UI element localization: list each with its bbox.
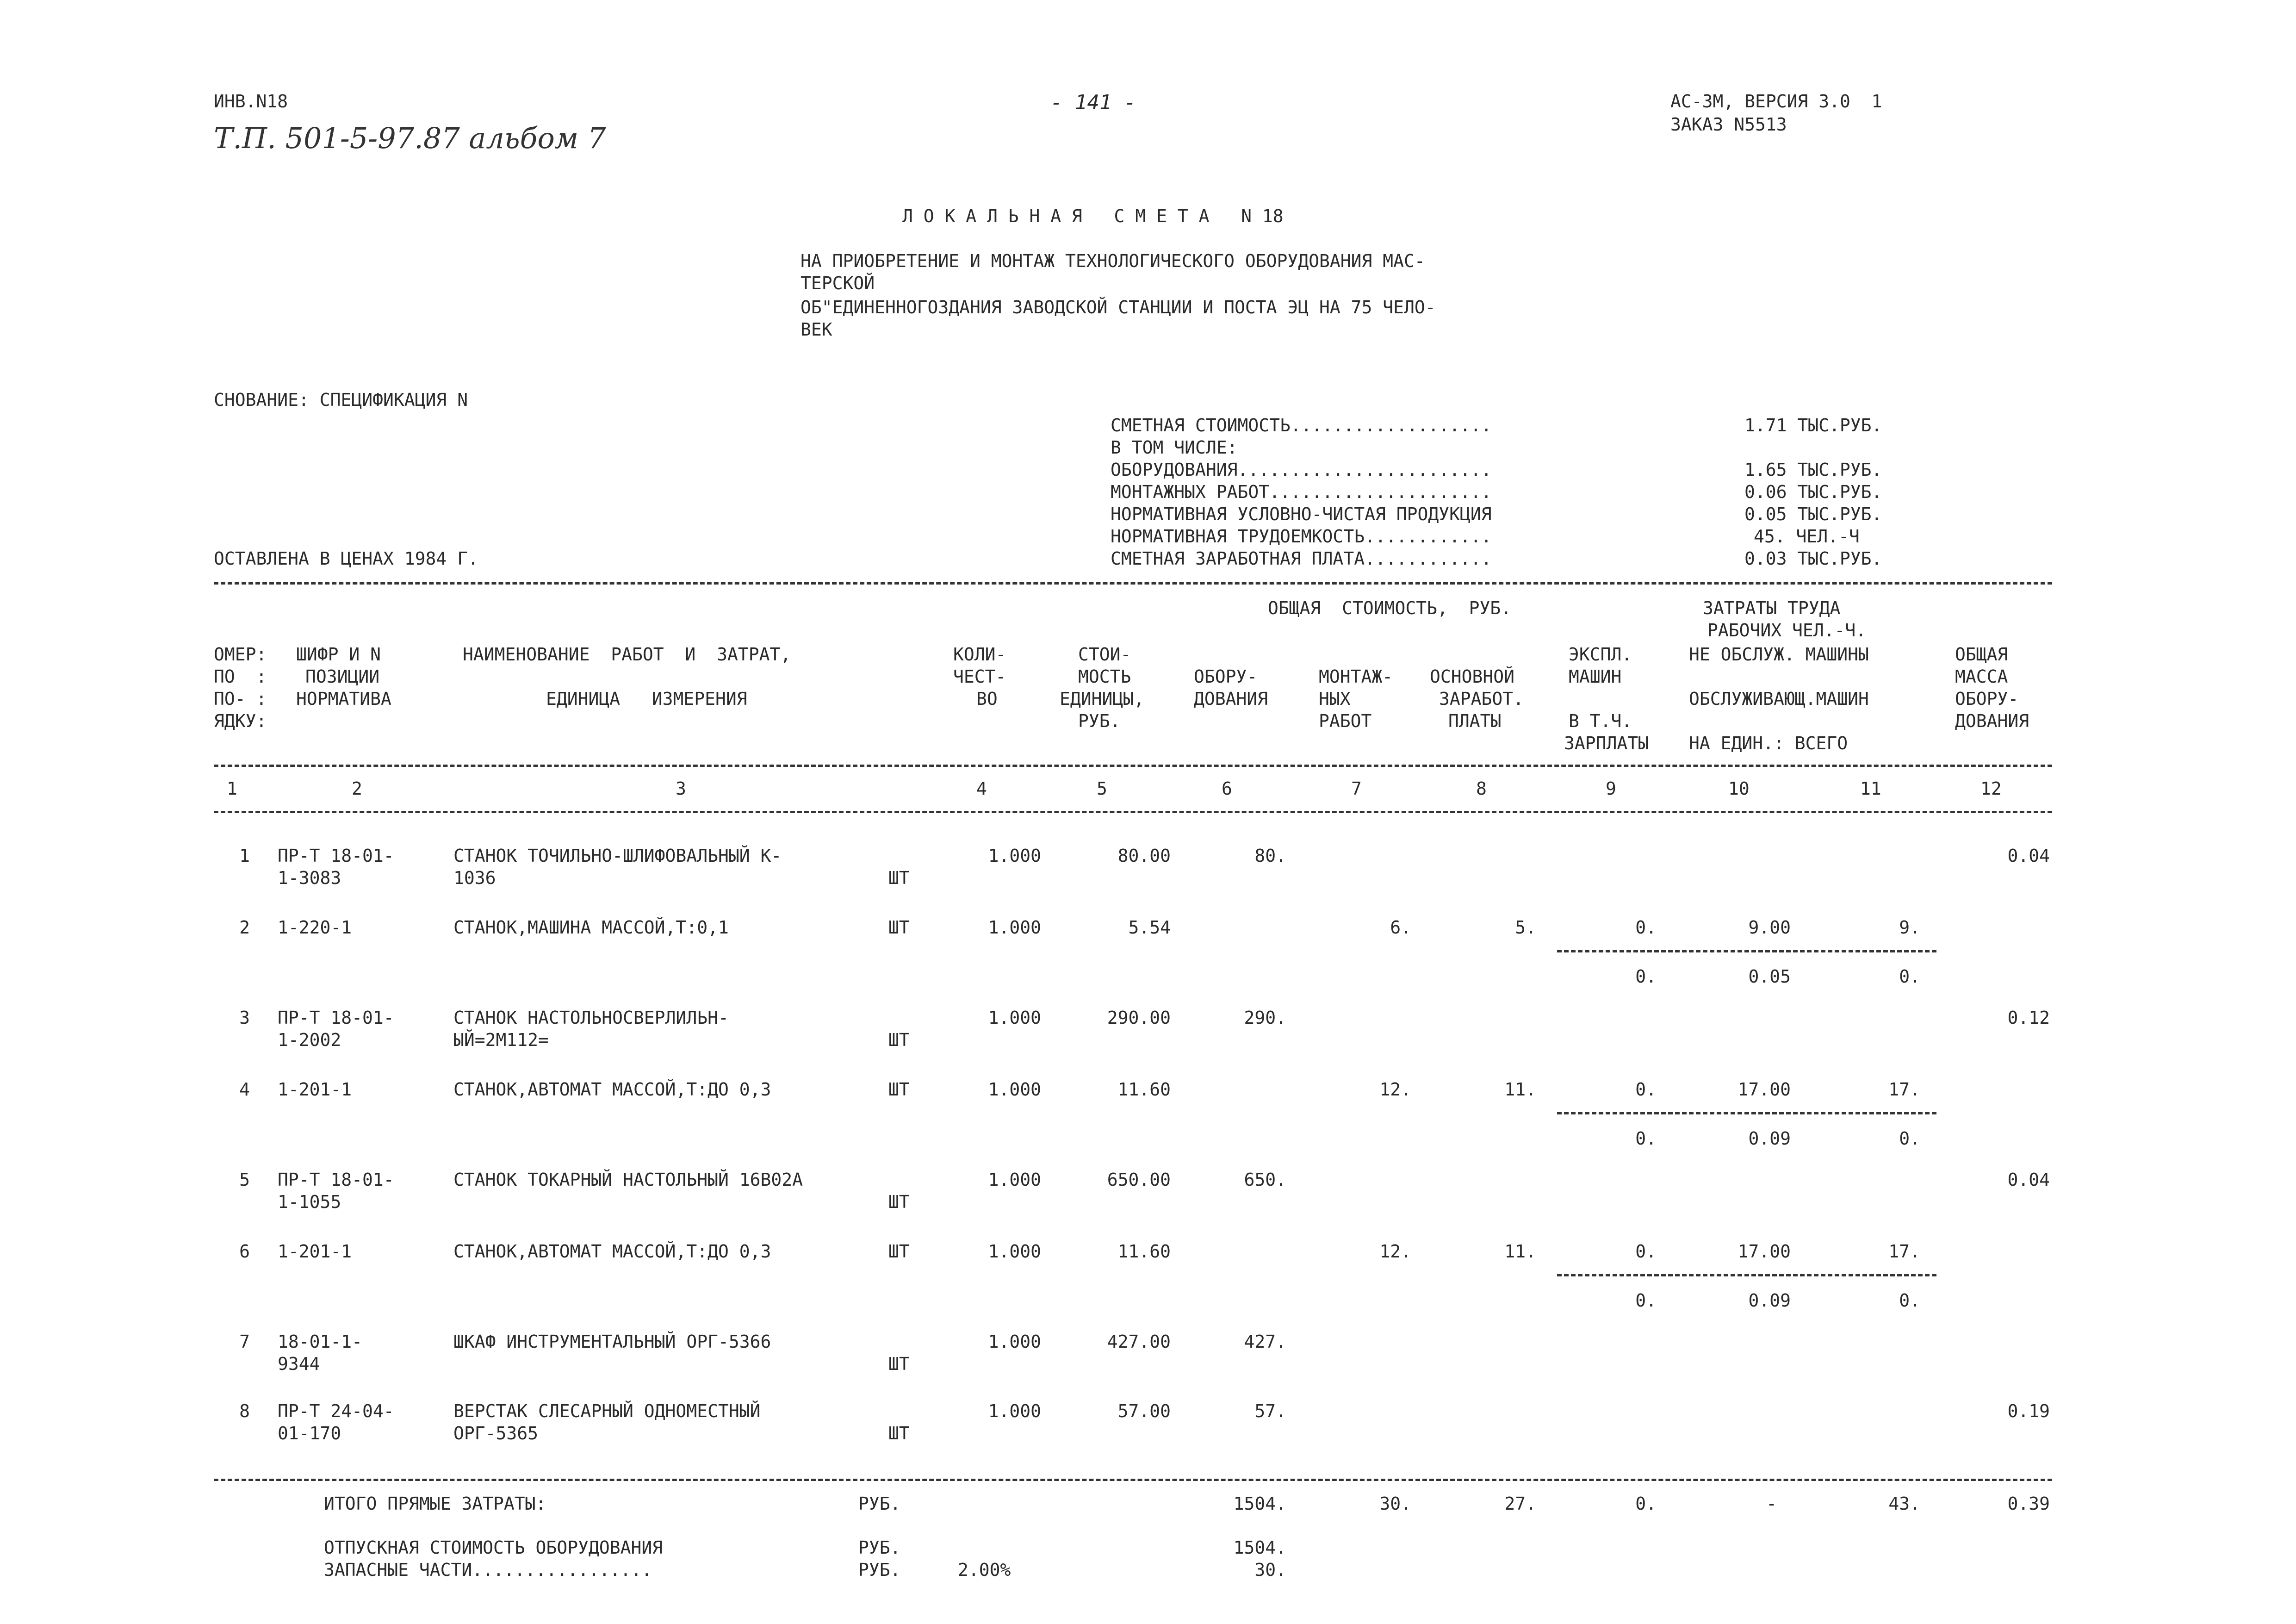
header-col12: ОБЩАЯ (1955, 644, 2008, 665)
table-top-rule (214, 582, 2052, 585)
row-wages: 11. (1504, 1079, 1536, 1100)
header-col9: В Т.Ч. (1569, 711, 1632, 731)
totals-machines: 0. (1635, 1493, 1657, 1514)
row-code: ПР-Т 18-01- (278, 846, 394, 866)
summary-label: НОРМАТИВНАЯ УСЛОВНО-ЧИСТАЯ ПРОДУКЦИЯ (1111, 504, 1492, 524)
row-labor-servicing-unit: 0.05 (1748, 966, 1791, 987)
row-labor-total: 17. (1888, 1079, 1920, 1100)
summary-label: НОРМАТИВНАЯ ТРУДОЕМКОСТЬ............ (1111, 526, 1492, 547)
col-number: 2 (352, 778, 362, 799)
row-quantity: 1.000 (988, 1332, 1041, 1352)
row-wages: 5. (1515, 917, 1536, 938)
row-name: СТАНОК НАСТОЛЬНОСВЕРЛИЛЬН- (453, 1008, 729, 1028)
row-labor-servicing-total: 0. (1899, 1290, 1920, 1311)
summary-value: 45. ЧЕЛ.-Ч (1754, 526, 1860, 547)
col-number: 9 (1606, 778, 1616, 799)
row-labor-total: 9. (1899, 917, 1920, 938)
row-code: 1-201-1 (278, 1079, 352, 1100)
totals-labor-total: 43. (1888, 1493, 1920, 1514)
row-unit: ШТ (888, 1079, 910, 1100)
summary-label: МОНТАЖНЫХ РАБОТ..................... (1111, 482, 1492, 502)
row-quantity: 1.000 (988, 1008, 1041, 1028)
row-code: 1-3083 (278, 868, 341, 888)
header-col1: ПО : (214, 666, 267, 687)
sub-rule (1557, 1274, 1936, 1276)
header-col4: ЧЕСТ- (953, 666, 1006, 687)
header-col3: НАИМЕНОВАНИЕ РАБОТ И ЗАТРАТ, (463, 644, 791, 665)
col-number: 4 (976, 778, 987, 799)
header-col4: ВО (976, 689, 998, 709)
header-col10-11: НА ЕДИН.: ВСЕГО (1689, 733, 1848, 753)
header-col1: ОМЕР: (214, 644, 267, 665)
header-col6: ДОВАНИЯ (1194, 689, 1268, 709)
row-name: СТАНОК,АВТОМАТ МАССОЙ,Т:ДО 0,3 (453, 1241, 771, 1262)
header-col5: ЕДИНИЦЫ, (1060, 689, 1145, 709)
col-number: 12 (1980, 778, 2002, 799)
totals-mounting: 30. (1379, 1493, 1411, 1514)
row-code: 1-220-1 (278, 917, 352, 938)
header-col2: НОРМАТИВА (296, 689, 391, 709)
summary-value: 0.03 ТЫС.РУБ. (1744, 548, 1882, 569)
totals-wages: 27. (1504, 1493, 1536, 1514)
summary-value: 0.06 ТЫС.РУБ. (1744, 482, 1882, 502)
handwritten-album-ref: Т.П. 501-5-97.87 альбом 7 (214, 121, 606, 155)
header-group-labor: РАБОЧИХ ЧЕЛ.-Ч. (1707, 620, 1867, 641)
sub-rule (1557, 950, 1936, 952)
row-number: 4 (239, 1079, 250, 1100)
row-name: 1036 (453, 868, 496, 888)
row-machines: 0. (1635, 1079, 1657, 1100)
row-mass: 0.19 (2007, 1401, 2050, 1421)
row-mass: 0.04 (2007, 1170, 2050, 1190)
row-code: ПР-Т 18-01- (278, 1170, 394, 1190)
release-label: ОТПУСКНАЯ СТОИМОСТЬ ОБОРУДОВАНИЯ (324, 1537, 663, 1558)
title-line-2: ТЕРСКОЙ (800, 273, 875, 293)
row-quantity: 1.000 (988, 1170, 1041, 1190)
row-unit: ШТ (888, 868, 910, 888)
header-col2: ШИФР И N (296, 644, 381, 665)
col-number: 6 (1222, 778, 1232, 799)
row-machines: 0. (1635, 917, 1657, 938)
header-col8: ЗАРАБОТ. (1439, 689, 1524, 709)
header-col4: КОЛИ- (953, 644, 1006, 665)
header-group-total: ОБЩАЯ СТОИМОСТЬ, РУБ. (1268, 598, 1512, 618)
row-equipment: 427. (1244, 1332, 1286, 1352)
spares-equipment: 30. (1254, 1560, 1286, 1580)
row-number: 1 (239, 846, 250, 866)
row-unit-price: 650.00 (1107, 1170, 1171, 1190)
row-code: ПР-Т 24-04- (278, 1401, 394, 1421)
row-unit-price: 427.00 (1107, 1332, 1171, 1352)
row-quantity: 1.000 (988, 917, 1041, 938)
row-machines-wages: 0. (1635, 966, 1657, 987)
header-col10-11: НЕ ОБСЛУЖ. МАШИНЫ (1689, 644, 1869, 665)
row-name: ОРГ-5365 (453, 1423, 539, 1444)
row-equipment: 80. (1254, 846, 1286, 866)
row-name: ВЕРСТАК СЛЕСАРНЫЙ ОДНОМЕСТНЫЙ (453, 1401, 761, 1421)
header-col8: ПЛАТЫ (1448, 711, 1502, 731)
summary-value: 1.71 ТЫС.РУБ. (1744, 415, 1882, 436)
row-machines: 0. (1635, 1241, 1657, 1262)
row-code: 1-2002 (278, 1030, 341, 1050)
row-quantity: 1.000 (988, 1079, 1041, 1100)
row-equipment: 57. (1254, 1401, 1286, 1421)
row-labor-servicing-total: 0. (1899, 966, 1920, 987)
header-col12: ОБОРУ- (1955, 689, 2019, 709)
header-col8: ОСНОВНОЙ (1430, 666, 1515, 687)
header-col7: НЫХ (1319, 689, 1351, 709)
row-unit: ШТ (888, 1423, 910, 1444)
row-name: СТАНОК,АВТОМАТ МАССОЙ,Т:ДО 0,3 (453, 1079, 771, 1100)
row-labor-unit: 9.00 (1748, 917, 1791, 938)
row-unit-price: 5.54 (1128, 917, 1171, 938)
row-mounting: 6. (1390, 917, 1411, 938)
header-col6: ОБОРУ- (1194, 666, 1258, 687)
header-col5: МОСТЬ (1078, 666, 1131, 687)
summary-value: 1.65 ТЫС.РУБ. (1744, 460, 1882, 480)
row-code: 1-201-1 (278, 1241, 352, 1262)
header-col5: РУБ. (1078, 711, 1121, 731)
row-unit-price: 80.00 (1117, 846, 1171, 866)
row-number: 7 (239, 1332, 250, 1352)
header-group-labor: ЗАТРАТЫ ТРУДА (1703, 598, 1841, 618)
summary-label: ОБОРУДОВАНИЯ........................ (1111, 460, 1492, 480)
document-title: Л О К А Л Ь Н А Я С М Е Т А N 18 (902, 206, 1284, 226)
header-col12: МАССА (1955, 666, 2008, 687)
row-mass: 0.12 (2007, 1008, 2050, 1028)
row-code: 1-1055 (278, 1192, 341, 1212)
header-col2: ПОЗИЦИИ (305, 666, 380, 687)
header-col3: ЕДИНИЦА ИЗМЕРЕНИЯ (546, 689, 747, 709)
row-number: 3 (239, 1008, 250, 1028)
row-machines-wages: 0. (1635, 1290, 1657, 1311)
row-unit: ШТ (888, 917, 910, 938)
col-number: 5 (1097, 778, 1107, 799)
row-number: 2 (239, 917, 250, 938)
header-col7: РАБОТ (1319, 711, 1372, 731)
row-quantity: 1.000 (988, 1241, 1041, 1262)
totals-rule (214, 1479, 2052, 1481)
row-unit-price: 11.60 (1117, 1079, 1171, 1100)
col-number: 1 (227, 778, 237, 799)
row-code: 01-170 (278, 1423, 341, 1444)
row-code: 18-01-1- (278, 1332, 363, 1352)
row-mass: 0.04 (2007, 846, 2050, 866)
row-name: ЫЙ=2М112= (453, 1030, 549, 1050)
basis-line: СНОВАНИЕ: СПЕЦИФИКАЦИЯ N (214, 390, 468, 410)
title-line-4: ВЕК (800, 319, 832, 340)
row-unit: ШТ (888, 1354, 910, 1374)
summary-label: СМЕТНАЯ ЗАРАБОТНАЯ ПЛАТА............ (1111, 548, 1492, 569)
title-line-3: ОБ"ЕДИНЕННОГОЗДАНИЯ ЗАВОДСКОЙ СТАНЦИИ И ПОСТА ЭЦ НА 75 ЧЕЛО- (800, 297, 1436, 317)
row-unit-price: 11.60 (1117, 1241, 1171, 1262)
header-col12: ДОВАНИЯ (1955, 711, 2029, 731)
row-name: СТАНОК ТОКАРНЫЙ НАСТОЛЬНЫЙ 16В02А (453, 1170, 803, 1190)
row-unit: ШТ (888, 1241, 910, 1262)
row-labor-total: 17. (1888, 1241, 1920, 1262)
row-quantity: 1.000 (988, 846, 1041, 866)
row-unit-price: 57.00 (1117, 1401, 1171, 1421)
header-col9: ЗАРПЛАТЫ (1564, 733, 1649, 753)
row-mounting: 12. (1379, 1241, 1411, 1262)
title-line-1: НА ПРИОБРЕТЕНИЕ И МОНТАЖ ТЕХНОЛОГИЧЕСКОГО ОБОРУДОВАНИЯ МАС- (800, 251, 1425, 271)
header-col9: ЭКСПЛ. (1569, 644, 1632, 665)
row-name: СТАНОК,МАШИНА МАССОЙ,Т:0,1 (453, 917, 729, 938)
spares-percent: 2.00% (958, 1560, 1011, 1580)
row-number: 8 (239, 1401, 250, 1421)
page-number: - 141 - (1050, 91, 1136, 114)
summary-label: СМЕТНАЯ СТОИМОСТЬ................... (1111, 415, 1492, 436)
release-equipment: 1504. (1233, 1537, 1286, 1558)
spares-unit: РУБ. (858, 1560, 901, 1580)
header-col10-11: ОБСЛУЖИВАЮЩ.МАШИН (1689, 689, 1869, 709)
summary-label: В ТОМ ЧИСЛЕ: (1111, 437, 1238, 458)
totals-label: ИТОГО ПРЯМЫЕ ЗАТРАТЫ: (324, 1493, 546, 1514)
row-labor-unit: 17.00 (1738, 1079, 1791, 1100)
col-number: 7 (1351, 778, 1362, 799)
row-labor-servicing-total: 0. (1899, 1128, 1920, 1149)
row-unit-price: 290.00 (1107, 1008, 1171, 1028)
row-mounting: 12. (1379, 1079, 1411, 1100)
header-col9: МАШИН (1569, 666, 1622, 687)
row-unit: ШТ (888, 1192, 910, 1212)
row-equipment: 650. (1244, 1170, 1286, 1190)
row-labor-unit: 17.00 (1738, 1241, 1791, 1262)
row-quantity: 1.000 (988, 1401, 1041, 1421)
row-wages: 11. (1504, 1241, 1536, 1262)
row-equipment: 290. (1244, 1008, 1286, 1028)
totals-equipment: 1504. (1233, 1493, 1286, 1514)
spares-label: ЗАПАСНЫЕ ЧАСТИ................. (324, 1560, 652, 1580)
row-machines-wages: 0. (1635, 1128, 1657, 1149)
header-col1: ЯДКУ: (214, 711, 267, 731)
col-number: 8 (1476, 778, 1487, 799)
row-labor-servicing-unit: 0.09 (1748, 1290, 1791, 1311)
header-col5: СТОИ- (1078, 644, 1131, 665)
order-number: ЗАКАЗ N5513 (1670, 114, 1787, 135)
totals-unit: РУБ. (858, 1493, 901, 1514)
row-labor-servicing-unit: 0.09 (1748, 1128, 1791, 1149)
row-code: ПР-Т 18-01- (278, 1008, 394, 1028)
row-unit: ШТ (888, 1030, 910, 1050)
totals-labor-unit: - (1766, 1493, 1777, 1514)
numbers-rule (214, 811, 2052, 813)
prices-note: ОСТАВЛЕНА В ЦЕНАХ 1984 Г. (214, 548, 478, 569)
inventory-number: ИНВ.N18 (214, 91, 288, 112)
release-unit: РУБ. (858, 1537, 901, 1558)
row-name: ШКАФ ИНСТРУМЕНТАЛЬНЫЙ ОРГ-5366 (453, 1332, 771, 1352)
col-number: 10 (1728, 778, 1750, 799)
row-name: СТАНОК ТОЧИЛЬНО-ШЛИФОВАЛЬНЫЙ К- (453, 846, 782, 866)
summary-value: 0.05 ТЫС.РУБ. (1744, 504, 1882, 524)
system-version: АС-3М, ВЕРСИЯ 3.0 1 (1670, 91, 1882, 112)
totals-mass: 0.39 (2007, 1493, 2050, 1514)
col-number: 11 (1860, 778, 1881, 799)
header-rule (214, 765, 2052, 767)
row-number: 6 (239, 1241, 250, 1262)
row-number: 5 (239, 1170, 250, 1190)
row-code: 9344 (278, 1354, 320, 1374)
sub-rule (1557, 1112, 1936, 1114)
header-col1: ПО- : (214, 689, 267, 709)
col-number: 3 (676, 778, 686, 799)
header-col7: МОНТАЖ- (1319, 666, 1393, 687)
